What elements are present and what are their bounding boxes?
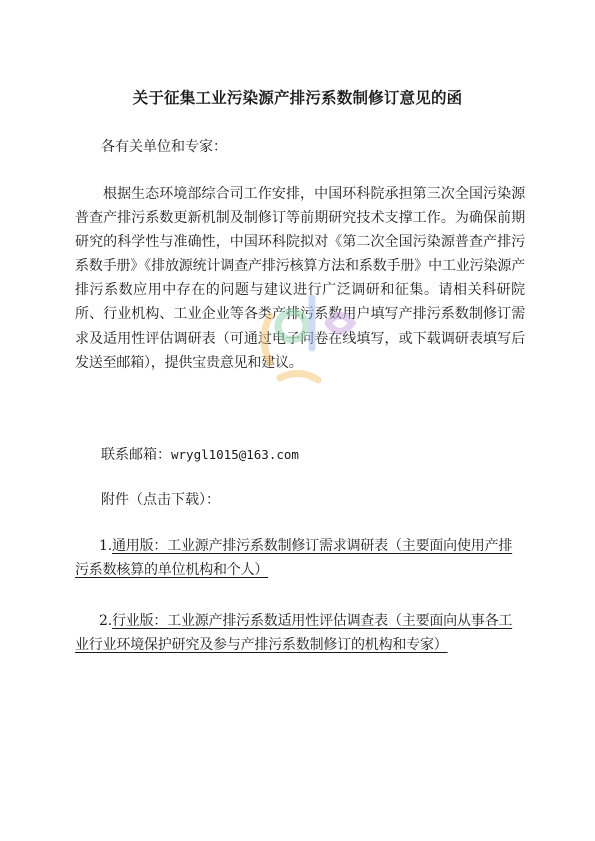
attachment-number: 1. [99, 538, 112, 554]
attachment-link-industry[interactable]: 行业版：工业源产排污系数适用性评估调查表（主要面向从事各工业行业环境保护研究及参与产排污系数制修订的机构和专家） [75, 613, 513, 653]
attachment-link-general[interactable]: 通用版：工业源产排污系数制修订需求调研表（主要面向使用产排污系数核算的单位机构和个人） [75, 538, 513, 578]
body-paragraph: 根据生态环境部综合司工作安排，中国环科院承担第三次全国污染源普查产排污系数更新机制及制修订等前期研究技术支撑工作。为确保前期研究的科学性与准确性，中国环科院拟对《第二次全国污染源普查产排污系数手册》《排放源统计调查产排污核算方法和系数手册》中工业污染源产排污系数应用中存在的问题与建议进行广泛调研和征集。请相关科研院所、行业机构、工业企业等各类产排污系数用户填写产排污系数制修订需求及适用性评估调研表（可通过电子问卷在线填写，或下载调研表填写后发送至邮箱），提供宝贵意见和建议。 [75, 186, 525, 371]
contact-line [101, 444, 299, 464]
contact-label: 联系邮箱： [101, 447, 171, 463]
attachment-item-general [75, 534, 525, 582]
attachments-heading: 附件（点击下载）： [101, 492, 220, 508]
contact-email: wrygl1015@163.com [171, 447, 299, 462]
salutation: 各有关单位和专家： [101, 139, 227, 155]
attachment-number: 2. [99, 613, 112, 629]
attachment-item-industry [75, 609, 525, 657]
document-title: 关于征集工业污染源产排污系数制修订意见的函 [132, 89, 463, 107]
